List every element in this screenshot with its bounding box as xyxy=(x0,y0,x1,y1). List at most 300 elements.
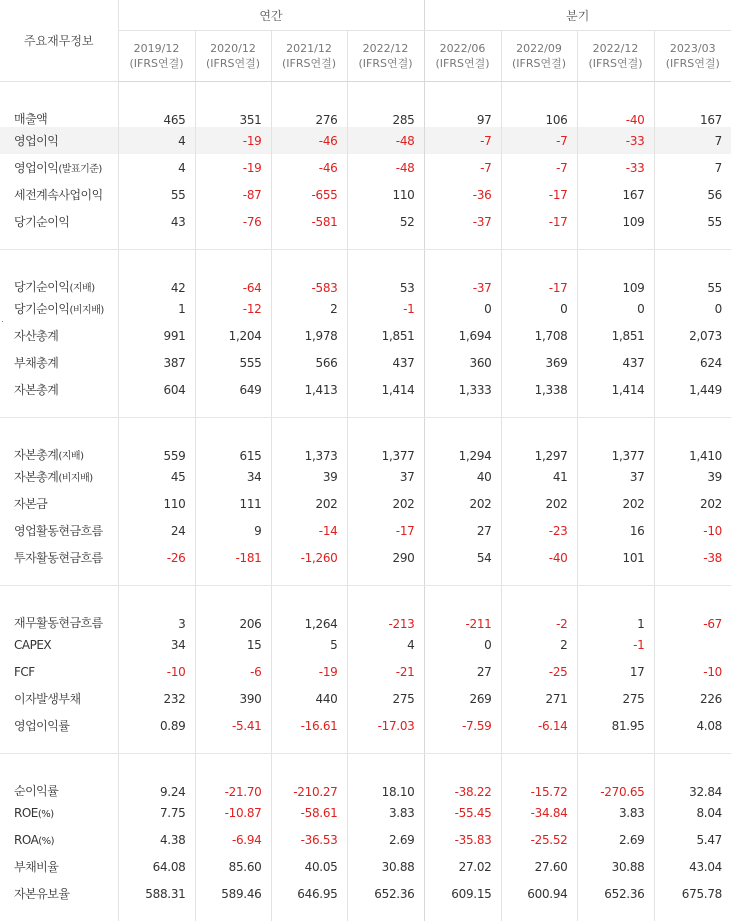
value-cell: 604 xyxy=(118,376,195,417)
row-label[interactable] xyxy=(0,295,118,322)
period-basis: (IFRS연결) xyxy=(358,57,413,70)
value-cell: 1,851 xyxy=(577,322,654,349)
value-cell: 9.24 xyxy=(118,754,195,800)
value-cell: -17 xyxy=(501,208,577,249)
value-cell: -5.41 xyxy=(195,712,271,753)
period-date: 2022/12 xyxy=(592,42,639,55)
value-cell: 109 xyxy=(577,208,654,249)
value-cell: 40.05 xyxy=(271,853,347,880)
row-label[interactable] xyxy=(0,154,118,181)
value-cell: 2,073 xyxy=(654,322,731,349)
table-row xyxy=(0,631,731,658)
value-cell: 600.94 xyxy=(501,880,577,921)
value-cell: 167 xyxy=(654,82,731,128)
value-cell: 27 xyxy=(424,517,501,544)
table-row xyxy=(0,418,731,464)
row-label[interactable] xyxy=(0,181,118,208)
value-cell: 275 xyxy=(347,685,424,712)
row-label-text: ROE xyxy=(14,805,38,820)
annual-header: 연간 xyxy=(118,0,424,31)
table-row xyxy=(0,490,731,517)
value-cell: 40 xyxy=(424,463,501,490)
value-cell: -21 xyxy=(347,658,424,685)
value-cell: 55 xyxy=(118,181,195,208)
value-cell: 7 xyxy=(654,127,731,154)
value-cell: 437 xyxy=(347,349,424,376)
row-label-text: 이자발생부채 xyxy=(14,692,81,706)
row-label-text: 자산총계 xyxy=(14,329,59,343)
value-cell: -270.65 xyxy=(577,754,654,800)
value-cell: -19 xyxy=(195,127,271,154)
value-cell: 646.95 xyxy=(271,880,347,921)
value-cell: 271 xyxy=(501,685,577,712)
value-cell: -33 xyxy=(577,154,654,181)
value-cell: -10 xyxy=(654,517,731,544)
value-cell: -10 xyxy=(654,658,731,685)
value-cell: -10.87 xyxy=(195,799,271,826)
row-label-qualifier: (비지배) xyxy=(69,305,104,316)
value-cell: 30.88 xyxy=(347,853,424,880)
value-cell: -38 xyxy=(654,544,731,585)
value-cell: 559 xyxy=(118,418,195,464)
value-cell: 609.15 xyxy=(424,880,501,921)
value-cell: 2.69 xyxy=(347,826,424,853)
period-basis: (IFRS연결) xyxy=(665,57,720,70)
value-cell: 202 xyxy=(271,490,347,517)
row-label-text: 당기순이익 xyxy=(14,215,70,229)
value-cell: 624 xyxy=(654,349,731,376)
row-label-text: 투자활동현금흐름 xyxy=(14,551,103,565)
row-label-text: CAPEX xyxy=(14,637,52,652)
value-cell: -55.45 xyxy=(424,799,501,826)
value-cell: -33 xyxy=(577,127,654,154)
row-label[interactable] xyxy=(0,658,118,685)
row-label[interactable] xyxy=(0,490,118,517)
value-cell: 110 xyxy=(118,490,195,517)
table-title: 주요재무정보 xyxy=(0,0,118,82)
table-row xyxy=(0,517,731,544)
value-cell: -7.59 xyxy=(424,712,501,753)
value-cell: -7 xyxy=(424,154,501,181)
table-row xyxy=(0,208,731,249)
value-cell: 2 xyxy=(271,295,347,322)
value-cell: 106 xyxy=(501,82,577,128)
row-label-text: 재무활동현금흐름 xyxy=(14,616,103,630)
value-cell: -2 xyxy=(501,586,577,632)
row-label-text: 자본총계 xyxy=(14,383,59,397)
value-cell: 7 xyxy=(654,154,731,181)
value-cell: -23 xyxy=(501,517,577,544)
row-label[interactable] xyxy=(0,463,118,490)
value-cell: 465 xyxy=(118,82,195,128)
row-label-text: 영업이익 xyxy=(14,161,59,175)
value-cell: -40 xyxy=(501,544,577,585)
row-label-text: 부채총계 xyxy=(14,356,59,370)
value-cell: -211 xyxy=(424,586,501,632)
row-label[interactable] xyxy=(0,880,118,921)
period-header xyxy=(654,31,731,82)
value-cell: 387 xyxy=(118,349,195,376)
row-label-qualifier: (지배) xyxy=(69,283,95,294)
row-label-text: 자본총계 xyxy=(14,470,59,484)
value-cell: 1,978 xyxy=(271,322,347,349)
value-cell: 1,377 xyxy=(347,418,424,464)
value-cell: -7 xyxy=(501,154,577,181)
row-label-qualifier: (%) xyxy=(38,835,55,847)
value-cell: 369 xyxy=(501,349,577,376)
value-cell: 34 xyxy=(195,463,271,490)
row-label-text: 매출액 xyxy=(14,112,48,126)
value-cell: 360 xyxy=(424,349,501,376)
value-cell: 1,294 xyxy=(424,418,501,464)
value-cell: 32.84 xyxy=(654,754,731,800)
value-cell: 52 xyxy=(347,208,424,249)
value-cell: 588.31 xyxy=(118,880,195,921)
table-row xyxy=(0,799,731,826)
period-date: 2021/12 xyxy=(286,42,332,55)
value-cell: 8.04 xyxy=(654,799,731,826)
value-cell: -14 xyxy=(271,517,347,544)
row-label-text: FCF xyxy=(14,664,35,679)
value-cell: -210.27 xyxy=(271,754,347,800)
period-basis: (IFRS연결) xyxy=(205,57,261,70)
row-label[interactable] xyxy=(0,631,118,658)
value-cell: 202 xyxy=(577,490,654,517)
value-cell: -6 xyxy=(195,658,271,685)
table-row xyxy=(0,880,731,921)
value-cell: 167 xyxy=(577,181,654,208)
table-row xyxy=(0,754,731,800)
value-cell: 2 xyxy=(501,631,577,658)
value-cell: 202 xyxy=(501,490,577,517)
value-cell: 54 xyxy=(424,544,501,585)
value-cell: 1,373 xyxy=(271,418,347,464)
period-basis: (IFRS연결) xyxy=(281,57,337,70)
value-cell: -87 xyxy=(195,181,271,208)
value-cell: 3 xyxy=(118,586,195,632)
table-row xyxy=(0,322,731,349)
value-cell: -17 xyxy=(347,517,424,544)
value-cell: -36 xyxy=(424,181,501,208)
value-cell: 276 xyxy=(271,82,347,128)
value-cell: 81.95 xyxy=(577,712,654,753)
value-cell: -48 xyxy=(347,154,424,181)
value-cell: -1 xyxy=(577,631,654,658)
row-label-qualifier: (지배) xyxy=(58,451,84,462)
quarter-header: 분기 xyxy=(424,0,731,31)
value-cell: 652.36 xyxy=(577,880,654,921)
row-label-text: 순이익률 xyxy=(14,784,59,798)
row-label-text: ROA xyxy=(14,832,39,847)
value-cell: -17 xyxy=(501,250,577,296)
table-row xyxy=(0,127,731,154)
value-cell: 55 xyxy=(654,208,731,249)
value-cell: 1,708 xyxy=(501,322,577,349)
value-cell: 0.89 xyxy=(118,712,195,753)
period-basis: (IFRS연결) xyxy=(435,57,490,70)
value-cell: 56 xyxy=(654,181,731,208)
value-cell: 275 xyxy=(577,685,654,712)
row-label[interactable] xyxy=(0,517,118,544)
row-label[interactable] xyxy=(0,418,118,464)
value-cell: 34 xyxy=(118,631,195,658)
value-cell: -16.61 xyxy=(271,712,347,753)
row-label[interactable] xyxy=(0,586,118,632)
value-cell: 269 xyxy=(424,685,501,712)
value-cell: 37 xyxy=(577,463,654,490)
value-cell: 1,414 xyxy=(347,376,424,417)
table-row xyxy=(0,250,731,296)
value-cell: -1 xyxy=(347,295,424,322)
table-row xyxy=(0,295,731,322)
value-cell: 30.88 xyxy=(577,853,654,880)
value-cell: 4 xyxy=(347,631,424,658)
value-cell: 555 xyxy=(195,349,271,376)
value-cell: 7.75 xyxy=(118,799,195,826)
value-cell: 1 xyxy=(118,295,195,322)
value-cell: 111 xyxy=(195,490,271,517)
row-label[interactable] xyxy=(0,250,118,296)
value-cell: 589.46 xyxy=(195,880,271,921)
row-label-text: 세전계속사업이익 xyxy=(14,188,103,202)
row-label-text: 영업활동현금흐름 xyxy=(14,524,103,538)
period-date: 2020/12 xyxy=(210,42,256,55)
value-cell: 1,264 xyxy=(271,586,347,632)
table-row xyxy=(0,181,731,208)
row-label[interactable] xyxy=(0,544,118,585)
value-cell: 43 xyxy=(118,208,195,249)
value-cell: -67 xyxy=(654,586,731,632)
value-cell: 15 xyxy=(195,631,271,658)
value-cell: 290 xyxy=(347,544,424,585)
value-cell: 97 xyxy=(424,82,501,128)
value-cell: -76 xyxy=(195,208,271,249)
row-label-text: 당기순이익 xyxy=(14,280,70,294)
value-cell: 1,297 xyxy=(501,418,577,464)
value-cell: -213 xyxy=(347,586,424,632)
value-cell: 0 xyxy=(424,631,501,658)
period-basis: (IFRS연결) xyxy=(129,57,184,70)
value-cell: -12 xyxy=(195,295,271,322)
value-cell: -46 xyxy=(271,127,347,154)
period-header xyxy=(347,31,424,82)
value-cell: 4 xyxy=(118,127,195,154)
value-cell: 675.78 xyxy=(654,880,731,921)
value-cell: 4.08 xyxy=(654,712,731,753)
period-header xyxy=(195,31,271,82)
value-cell: -6.14 xyxy=(501,712,577,753)
period-date: 2023/03 xyxy=(669,42,716,55)
value-cell: 0 xyxy=(577,295,654,322)
value-cell: 39 xyxy=(654,463,731,490)
marker-dot xyxy=(2,321,3,322)
period-basis: (IFRS연결) xyxy=(588,57,643,70)
row-label-text: 자본유보율 xyxy=(14,887,70,901)
value-cell: -19 xyxy=(271,658,347,685)
value-cell: 27.60 xyxy=(501,853,577,880)
row-label-text: 영업이익 xyxy=(14,134,59,148)
value-cell: 0 xyxy=(654,295,731,322)
value-cell: 1,851 xyxy=(347,322,424,349)
period-basis: (IFRS연결) xyxy=(511,57,567,70)
value-cell: -35.83 xyxy=(424,826,501,853)
value-cell: 0 xyxy=(424,295,501,322)
value-cell: 351 xyxy=(195,82,271,128)
value-cell: 3.83 xyxy=(347,799,424,826)
table-row xyxy=(0,463,731,490)
period-header xyxy=(118,31,195,82)
row-label[interactable] xyxy=(0,799,118,826)
value-cell: 437 xyxy=(577,349,654,376)
value-cell: 226 xyxy=(654,685,731,712)
period-header xyxy=(577,31,654,82)
value-cell: -17.03 xyxy=(347,712,424,753)
table-row xyxy=(0,712,731,753)
value-cell: 17 xyxy=(577,658,654,685)
value-cell: -37 xyxy=(424,250,501,296)
row-label-qualifier: (비지배) xyxy=(58,473,93,484)
row-label[interactable] xyxy=(0,82,118,128)
period-date: 2022/12 xyxy=(362,42,409,55)
row-label-text: 당기순이익 xyxy=(14,302,70,316)
row-label[interactable] xyxy=(0,322,118,349)
value-cell: 202 xyxy=(347,490,424,517)
table-row xyxy=(0,853,731,880)
value-cell: 39 xyxy=(271,463,347,490)
table-row xyxy=(0,586,731,632)
table-row xyxy=(0,376,731,417)
value-cell: 101 xyxy=(577,544,654,585)
value-cell: -10 xyxy=(118,658,195,685)
value-cell: 649 xyxy=(195,376,271,417)
value-cell: 85.60 xyxy=(195,853,271,880)
value-cell: 285 xyxy=(347,82,424,128)
value-cell: 1,410 xyxy=(654,418,731,464)
row-label-text: 영업이익률 xyxy=(14,719,70,733)
row-label[interactable] xyxy=(0,376,118,417)
value-cell: -46 xyxy=(271,154,347,181)
value-cell: 64.08 xyxy=(118,853,195,880)
value-cell: 202 xyxy=(424,490,501,517)
table-row xyxy=(0,685,731,712)
value-cell: 5.47 xyxy=(654,826,731,853)
period-date: 2022/09 xyxy=(516,42,562,55)
value-cell: -25 xyxy=(501,658,577,685)
period-header xyxy=(271,31,347,82)
value-cell: 4 xyxy=(118,154,195,181)
value-cell: 1,414 xyxy=(577,376,654,417)
value-cell: 1,694 xyxy=(424,322,501,349)
value-cell: -34.84 xyxy=(501,799,577,826)
value-cell: 27 xyxy=(424,658,501,685)
value-cell: 202 xyxy=(654,490,731,517)
value-cell: -48 xyxy=(347,127,424,154)
value-cell: -25.52 xyxy=(501,826,577,853)
value-cell: 440 xyxy=(271,685,347,712)
value-cell: -26 xyxy=(118,544,195,585)
row-label[interactable] xyxy=(0,712,118,753)
period-date: 2022/06 xyxy=(439,42,486,55)
value-cell: 1,333 xyxy=(424,376,501,417)
value-cell: 0 xyxy=(501,295,577,322)
value-cell: 110 xyxy=(347,181,424,208)
row-label[interactable] xyxy=(0,826,118,853)
value-cell: -581 xyxy=(271,208,347,249)
value-cell: 615 xyxy=(195,418,271,464)
value-cell: 43.04 xyxy=(654,853,731,880)
value-cell: 1,413 xyxy=(271,376,347,417)
row-label-text: 부채비율 xyxy=(14,860,59,874)
value-cell: -64 xyxy=(195,250,271,296)
value-cell: 109 xyxy=(577,250,654,296)
value-cell: -21.70 xyxy=(195,754,271,800)
value-cell: 1 xyxy=(577,586,654,632)
value-cell: -19 xyxy=(195,154,271,181)
value-cell: 27.02 xyxy=(424,853,501,880)
value-cell: 3.83 xyxy=(577,799,654,826)
value-cell: 16 xyxy=(577,517,654,544)
row-label[interactable] xyxy=(0,685,118,712)
value-cell: -583 xyxy=(271,250,347,296)
value-cell: 4.38 xyxy=(118,826,195,853)
value-cell xyxy=(654,631,731,658)
row-label[interactable] xyxy=(0,853,118,880)
value-cell: 1,377 xyxy=(577,418,654,464)
row-label-qualifier: (발표기준) xyxy=(58,164,102,175)
value-cell: -7 xyxy=(501,127,577,154)
value-cell: 232 xyxy=(118,685,195,712)
value-cell: 24 xyxy=(118,517,195,544)
value-cell: -7 xyxy=(424,127,501,154)
value-cell: -15.72 xyxy=(501,754,577,800)
period-date: 2019/12 xyxy=(133,42,180,55)
table-row xyxy=(0,82,731,128)
row-label[interactable] xyxy=(0,349,118,376)
period-header xyxy=(424,31,501,82)
value-cell: 53 xyxy=(347,250,424,296)
table-row xyxy=(0,544,731,585)
value-cell: 1,204 xyxy=(195,322,271,349)
value-cell: -37 xyxy=(424,208,501,249)
value-cell: 991 xyxy=(118,322,195,349)
table-row xyxy=(0,154,731,181)
value-cell: -40 xyxy=(577,82,654,128)
row-label-text: 자본금 xyxy=(14,497,48,511)
table-row xyxy=(0,349,731,376)
value-cell: 42 xyxy=(118,250,195,296)
value-cell: 55 xyxy=(654,250,731,296)
value-cell: 566 xyxy=(271,349,347,376)
row-label[interactable] xyxy=(0,754,118,800)
value-cell: -1,260 xyxy=(271,544,347,585)
value-cell: 390 xyxy=(195,685,271,712)
row-label[interactable] xyxy=(0,208,118,249)
table-row xyxy=(0,658,731,685)
value-cell: 652.36 xyxy=(347,880,424,921)
value-cell: -36.53 xyxy=(271,826,347,853)
value-cell: 1,338 xyxy=(501,376,577,417)
row-label[interactable] xyxy=(0,127,118,154)
row-label-text: 자본총계 xyxy=(14,448,59,462)
value-cell: 9 xyxy=(195,517,271,544)
value-cell: 1,449 xyxy=(654,376,731,417)
value-cell: 45 xyxy=(118,463,195,490)
period-header xyxy=(501,31,577,82)
value-cell: 5 xyxy=(271,631,347,658)
row-label-qualifier: (%) xyxy=(37,808,54,820)
value-cell: -6.94 xyxy=(195,826,271,853)
value-cell: -181 xyxy=(195,544,271,585)
